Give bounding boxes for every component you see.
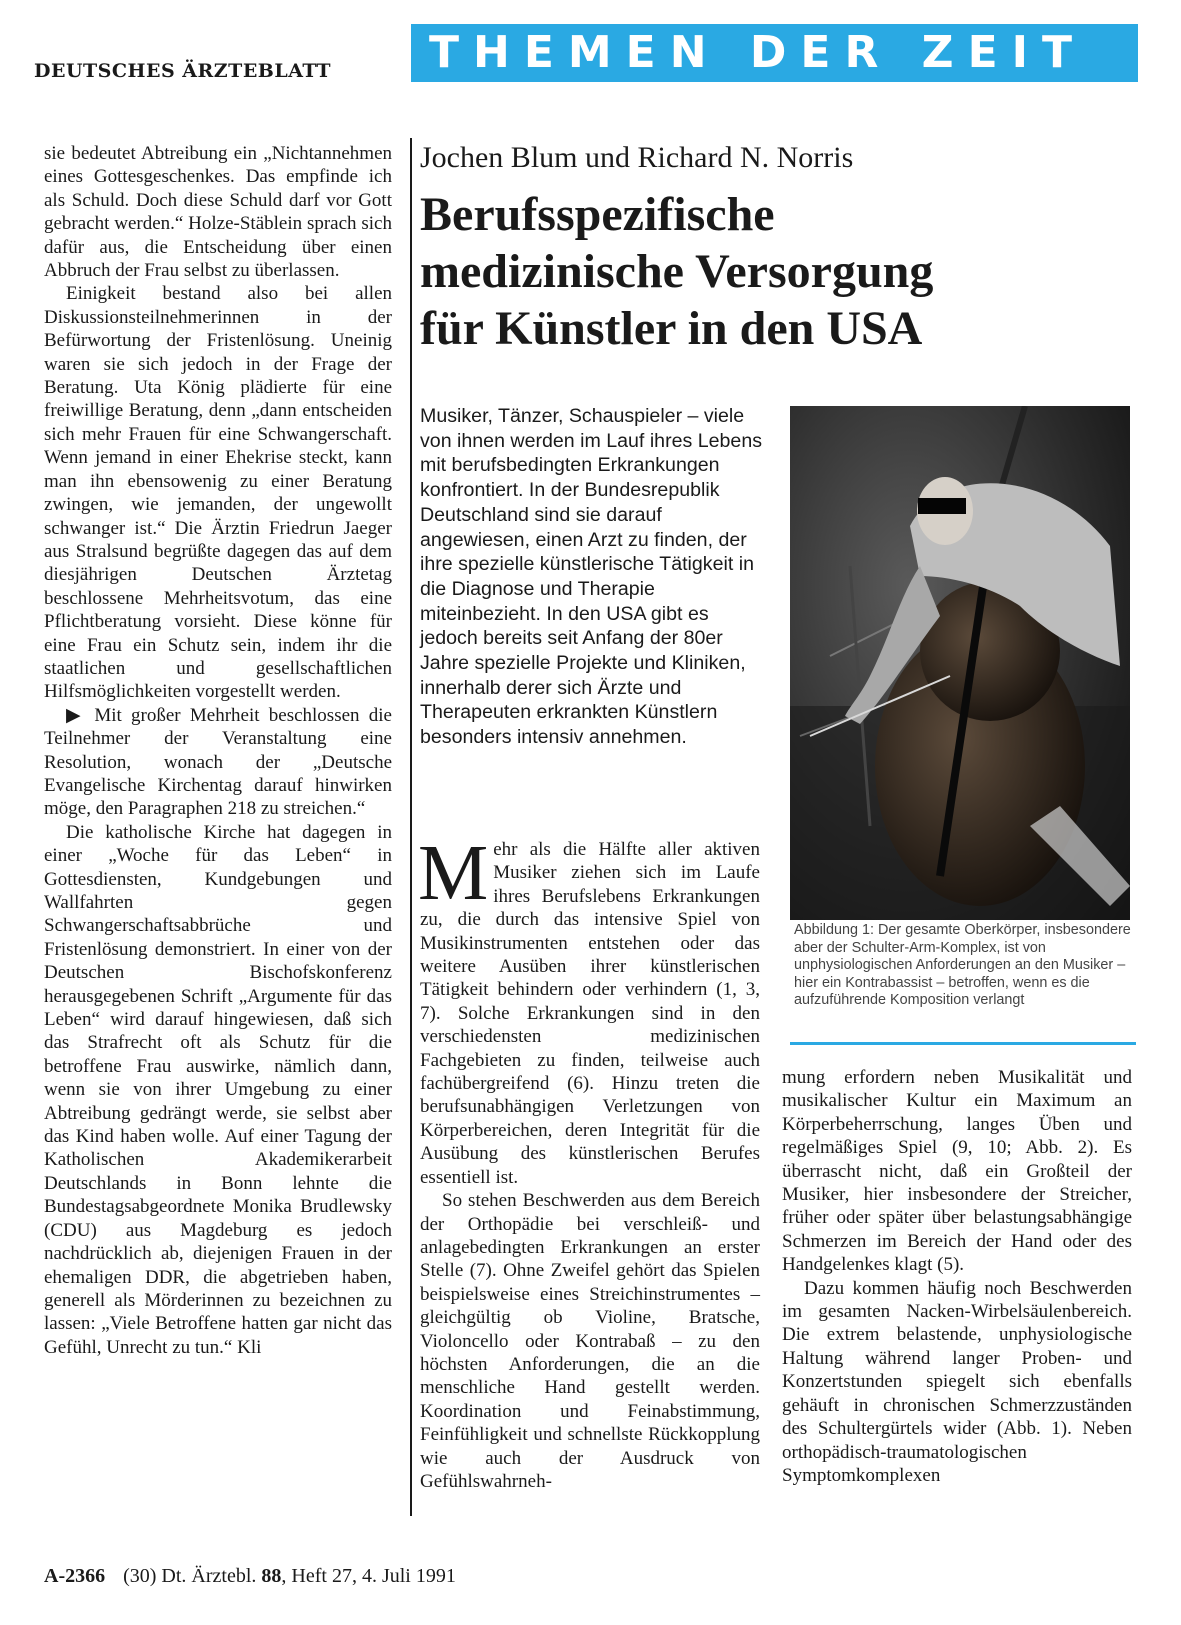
headline-line: für Künstler in den USA — [420, 302, 923, 355]
left-column-paragraph: Einigkeit bestand also bei allen Diskussionsteilnehmerinnen in der Befürwortung der Fristenlösung. Uneinig waren sie sich jedoch in der Frage der Beratung. Uta König plädierte für eine freiwillige Beratung, denn „dann entscheiden sich mehr Frauen für eine Schwangerschaft. Wenn jemand in einer Ehekrise steckt, kann man ihn ebensowenig zu einer Beratung zwingen, wie jemanden, der ungewollt schwanger ist.“ Die Ärztin Friedrun Jaeger aus Stralsund begrüßte dagegen das auf dem diesjährigen Deutschen Ärztetag beschlossene Mehrheitsvotum, das eine Pflichtberatung vorsieht. Diese könne für eine Frau ein Schutz sein, indem ihr die staatlichen und gesellschaftlichen Hilfsmöglichkeiten vorgestellt werden. — [44, 283, 392, 703]
caption-divider — [790, 1042, 1136, 1045]
double-bass-player-photo — [790, 406, 1130, 920]
citation-suffix: , Heft 27, 4. Juli 1991 — [281, 1565, 456, 1587]
article-headline — [420, 186, 1140, 357]
article-lead: Musiker, Tänzer, Schauspieler – viele von ihnen werden im Lauf ihres Lebens mit berufsbedingten Erkrankungen konfrontiert. In der Bundesrepublik Deutschland sind sie darauf angewiesen, einen Arzt zu finden, der ihre spezielle künstlerische Tätigkeit in die Diagnose und Therapie miteinbezieht. In den USA gibt es jedoch bereits seit Anfang der 80er Jahre spezielle Projekte und Kliniken, innerhalb derer sich Ärzte und Therapeuten erkrankten Künstlern besonders intensiv annehmen. — [420, 405, 763, 749]
drop-cap: M — [418, 830, 489, 917]
article-body-paragraph: So stehen Beschwerden aus dem Bereich der Orthopädie bei verschleiß- und anlagebedingten Erkrankungen an erster Stelle (7). Ohne Zweifel gehört das Spielen beispielsweise eines Streichinstrumentes – gleichgültig ob Violine, Bratsche, Violoncello oder Kontrabaß – zu den höchsten Anforderungen, die an die menschliche Hand gestellt werden. Koordination und Feinabstimmung, Feinfühligkeit und schnellste Rückkopplung wie auch der Ausdruck von Gefühlswahrneh- — [420, 1190, 760, 1492]
left-column — [44, 142, 392, 1359]
section-banner: THEMEN DER ZEIT — [411, 24, 1138, 82]
article-body-column-3 — [782, 1066, 1132, 1487]
left-column-paragraph: ▶ Mit großer Mehrheit beschlossen die Teilnehmer der Veranstaltung eine Resolution, wonach der „Deutsche Evangelische Kirchentag darauf hinwirken möge, den Paragraphen 218 zu streichen.“ — [44, 704, 392, 820]
article-body-paragraph — [418, 830, 760, 1189]
photo-illustration — [790, 406, 1130, 920]
article-authors: Jochen Blum und Richard N. Norris — [420, 141, 854, 174]
left-column-paragraph: sie bedeutet Abtreibung ein „Nichtannehmen eines Gottesgeschenkes. Das empfinde ich als Schuld. Doch diese Schuld darf vor Gott gebracht werden.“ Holze-Stäblein sprach sich dafür aus, die Entscheidung über einen Abbruch der Frau selbst zu überlassen. — [44, 143, 392, 282]
page-footer — [44, 1565, 744, 1588]
figure-caption: Abbildung 1: Der gesamte Oberkörper, insbesondere aber der Schulter-Arm-Komplex, ist von unphysiologischen Anforderungen an den Musiker – hier ein Kontrabassist – betroffen, wenn es die aufzuführende Komposition verlangt — [794, 922, 1131, 1009]
headline-line: medizinische Versorgung — [420, 245, 934, 298]
volume-number: 88 — [261, 1565, 282, 1587]
column-divider — [410, 138, 412, 1516]
journal-title: DEUTSCHES ÄRZTEBLATT — [34, 60, 332, 82]
citation-prefix: (30) Dt. Ärztebl. — [123, 1565, 257, 1587]
page-code: A-2366 — [44, 1565, 106, 1587]
headline-line: Berufsspezifische — [420, 188, 775, 241]
article-body-paragraph: mung erfordern neben Musikalität und musikalischer Kultur ein Maximum an Körperbeherrschung, langes Üben und regelmäßiges Spiel (9, 10; Abb. 2). Es überrascht nicht, daß ein Großteil der Musiker, hier insbesondere der Streicher, früher oder später über belastungsabhängige Schmerzen im Bereich der Hand oder des Handgelenkes klagt (5). — [782, 1067, 1132, 1276]
article-body-paragraph: Dazu kommen häufig noch Beschwerden im gesamten Nacken-Wirbelsäulenbereich. Die extrem belastende, unphysiologische Haltung während langer Proben- und Konzertstunden spiegelt sich ebenfalls gehäuft in chronischen Schmerzzuständen des Schultergürtels wider (Abb. 1). Neben orthopädisch-traumatologischen Symptomkomplexen — [782, 1277, 1132, 1486]
article-body-text: ehr als die Hälfte aller aktiven Musiker ziehen sich im Laufe ihres Berufslebens Erkrankungen zu, die durch das intensive Spiel von Musikinstrumenten entstehen oder das weitere Ausüben ihrer künstlerischen Tätigkeit behindern oder verhindern (1, 3, 7). Solche Erkrankungen sind in den verschiedensten medizinischen Fachgebieten zu finden, teilweise auch fachübergreifend (6). Hinzu treten die berufsunabhängigen Verletzungen von Körperbereichen, deren Integrität für die Ausübung des künstlerischen Berufes essentiell ist. — [420, 839, 760, 1188]
left-column-paragraph: Die katholische Kirche hat dagegen in einer „Woche für das Leben“ in Gottesdiensten, Kundgebungen und Wallfahrten gegen Schwangerschaftsabbrüche und Fristenlösung demonstriert. In einer von der Deutschen Bischofskonferenz herausgegebenen Schrift „Argumente für das Leben“ wird darauf hingewiesen, daß sich das Strafrecht oft als Schutz für die betroffene Frau auswirke, nämlich dann, wenn sie von ihrer Umgebung zu einer Abtreibung gedrängt werde, sie selbst aber das Kind haben wolle. Auf einer Tagung der Katholischen Akademikerarbeit Deutschlands in Bonn lehnte die Bundestagsabgeordnete Monika Brudlewsky (CDU) aus Magdeburg es jedoch nachdrücklich ab, diejenigen Frauen in der ehemaligen DDR, die abgetrieben haben, generell als Mörderinnen zu bezeichnen zu lassen: „Viele Betroffene hatten gar nicht das Gefühl, Unrecht zu tun.“ Kli — [44, 821, 392, 1358]
article-body-column-2 — [418, 830, 760, 1493]
